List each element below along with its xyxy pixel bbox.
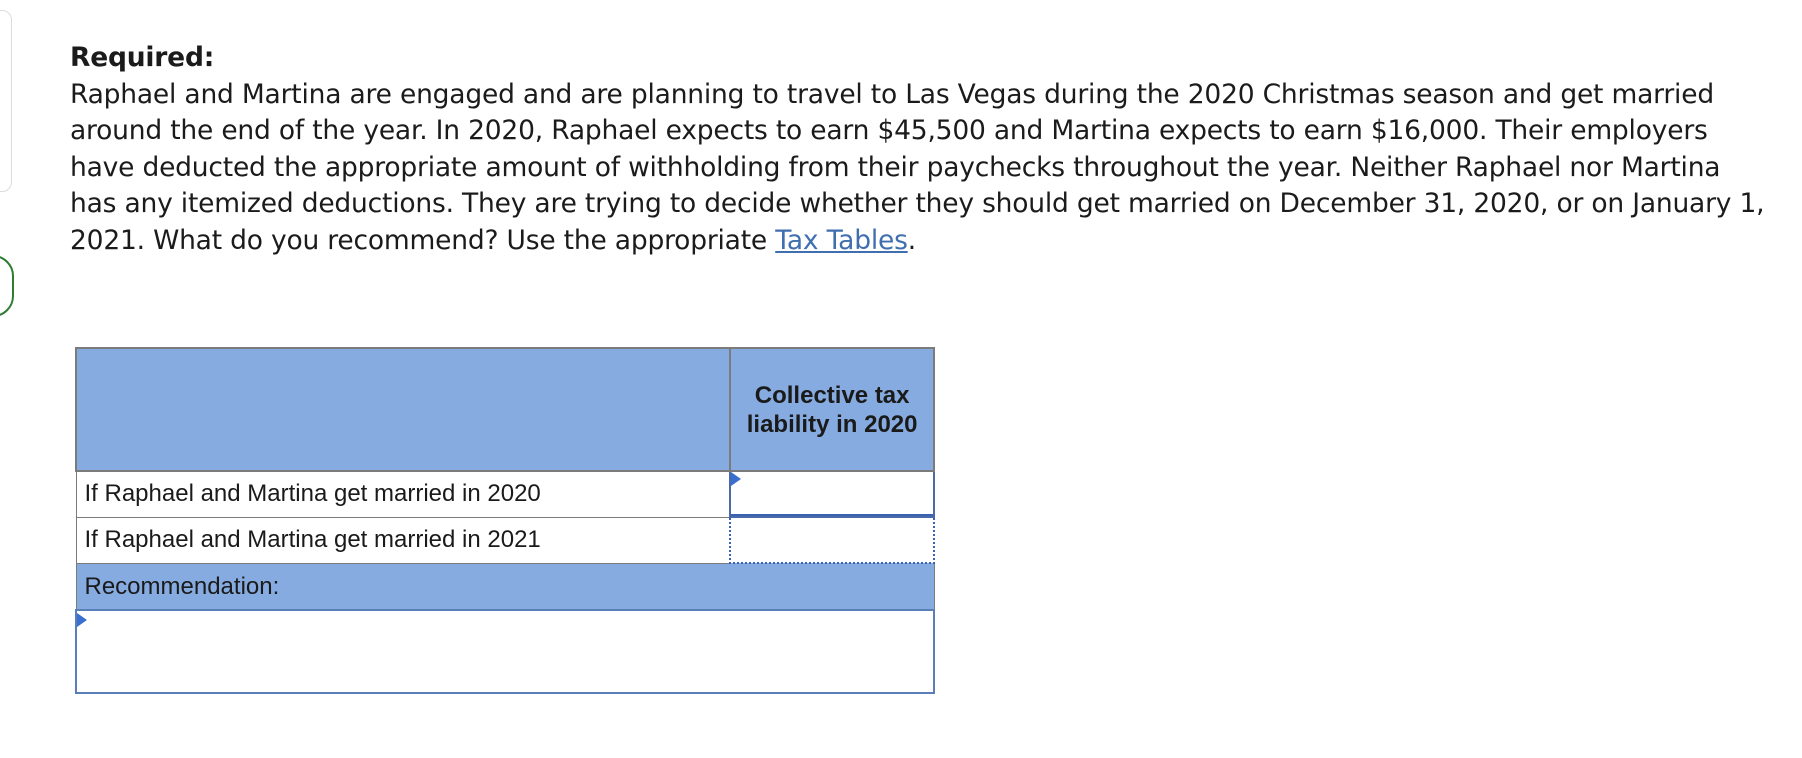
header-empty-cell <box>76 348 730 471</box>
required-heading: Required: <box>70 42 215 73</box>
active-cell-marker-icon <box>731 472 741 486</box>
status-badge-edge[interactable] <box>0 255 14 317</box>
tax-tables-link[interactable]: Tax Tables <box>775 224 908 256</box>
recommendation-header-row <box>76 563 934 610</box>
row-label-married-2020: If Raphael and Martina get married in 2020 <box>76 471 730 517</box>
recommendation-input[interactable] <box>77 608 933 689</box>
table-row <box>76 517 934 563</box>
recommendation-cell[interactable] <box>76 610 934 693</box>
table-row <box>76 471 934 517</box>
question-trailing-period: . <box>907 224 916 256</box>
question-body: Raphael and Martina are engaged and are planning to travel to Las Vegas during the 2020 Christmas season and get married around the end of the year. In 2020, Raphael expects to earn $45,500 and Martina expects to earn $16,000. Their employers have deducted the appropriate amount of withholding from their paychecks throughout the year. Neither Raphael nor Martina has any itemized deductions. They are trying to decide whether they should get married on December 31, 2020, or on January 1, 2021. What do you recommend? Use the appropriate <box>70 78 1765 256</box>
dropdown-marker-icon <box>77 613 87 627</box>
answer-table <box>75 347 935 694</box>
column-header-collective-tax: Collective tax liability in 2020 <box>730 348 934 471</box>
tax-liability-2021-cell[interactable] <box>730 517 934 563</box>
recommendation-input-row <box>76 610 934 693</box>
recommendation-label: Recommendation: <box>76 563 934 610</box>
tax-liability-2021-input[interactable] <box>731 518 933 562</box>
table-header-row <box>76 348 934 471</box>
tax-liability-2020-cell[interactable] <box>730 471 934 517</box>
question-prompt <box>70 40 1770 259</box>
tax-liability-2020-input[interactable] <box>731 472 933 516</box>
row-label-married-2021: If Raphael and Martina get married in 2021 <box>76 517 730 563</box>
side-panel-edge[interactable] <box>0 10 12 192</box>
